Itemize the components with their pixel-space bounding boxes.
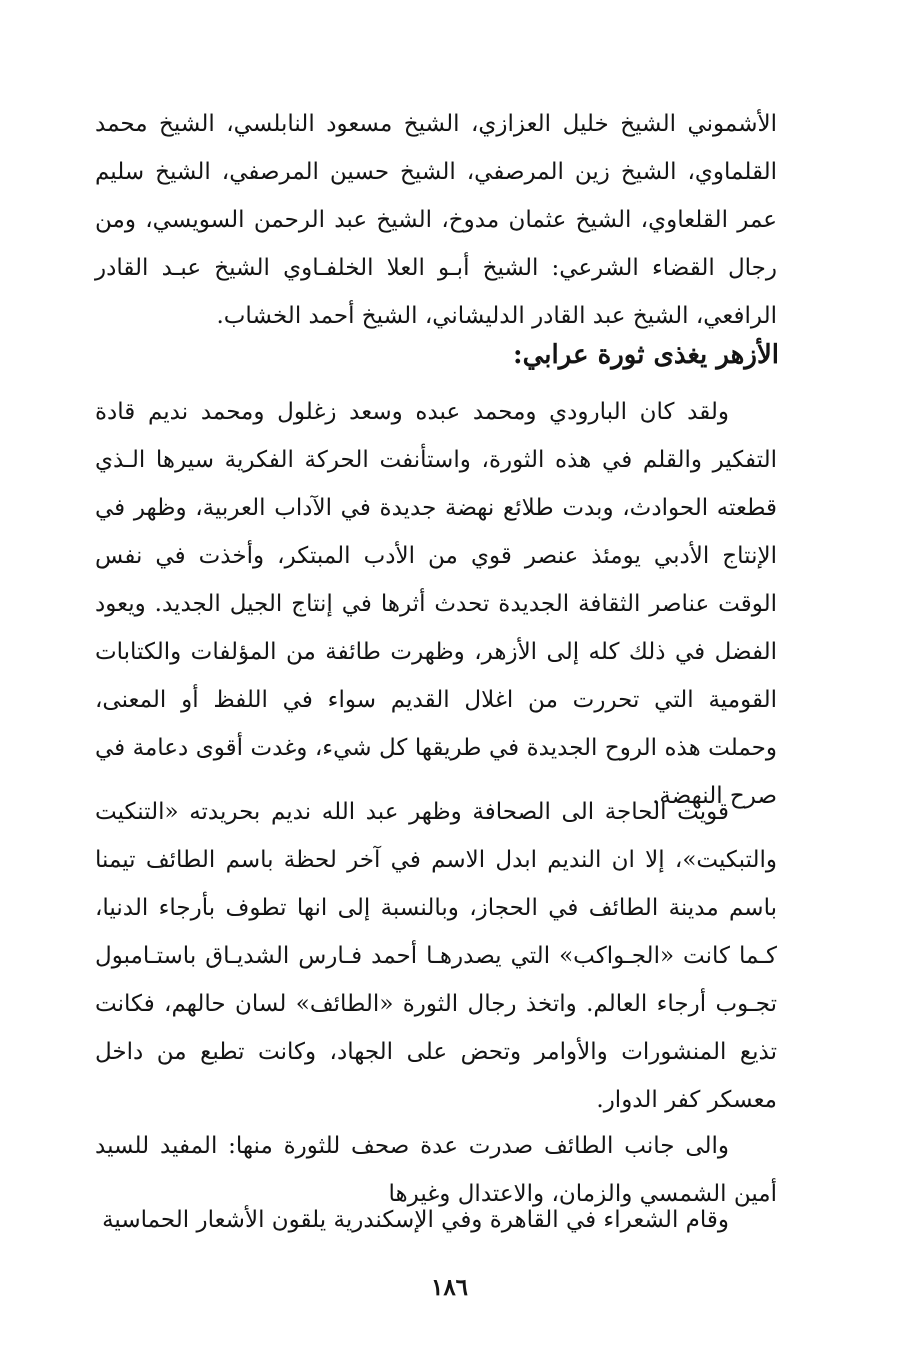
paragraph-text: قويت الحاجة الى الصحافة وظهر عبد الله نديم بحريدته «التنكيت والتبكيت»، إلا ان النديم ابدل الاسم في آخر لحظة باسم الطائف تيمنا باسم مدينة الطائف في الحجاز، وبالنسبة إلى انها تطوف بأرجاء الدنيا، كـما كانت «الجـواكب» التي يصدرهـا أحمد فـارس الشديـاق باستـامبول تجـوب أرجاء العالم. واتخذ رجال الثورة «الطائف» لسان حالهم، فكانت تذيع المنشورات والأوامر وتحض على الجهاد، وكانت تطبع من داخل معسكر كفر الدوار. (95, 799, 777, 1113)
paragraph-press (95, 788, 777, 1124)
section-heading: الأزهر يغذى ثورة عرابي: (512, 340, 779, 370)
page-number: ١٨٦ (430, 1274, 469, 1301)
paragraph-scholars-list (95, 100, 777, 340)
paragraph-text: الأشموني الشيخ خليل العزازي، الشيخ مسعود النابلسي، الشيخ محمد القلماوي، الشيخ زين المرصفي، الشيخ حسين المرصفي، الشيخ سليم عمر القلعاوي، الشيخ عثمان مدوخ، الشيخ عبد الرحمن السويسي، ومن رجال القضاء الشرعي: الشيخ أبـو العلا الخلفـاوي الشيخ عبـد القادر الرافعي، الشيخ عبد القادر الدليشاني، الشيخ أحمد الخشاب. (95, 111, 777, 329)
paragraph-text: ولقد كان البارودي ومحمد عبده وسعد زغلول ومحمد نديم قادة التفكير والقلم في هذه الثورة، واستأنفت الحركة الفكرية سيرها الـذي قطعته الحوادث، وبدت طلائع نهضة جديدة في الآداب العربية، وظهر في الإنتاج الأدبي يومئذ عنصر قوي من الأدب المبتكر، وأخذت في نفس الوقت عناصر الثقافة الجديدة تحدث أثرها في إنتاج الجيل الجديد. ويعود الفضل في ذلك كله إلى الأزهر، وظهرت طائفة من المؤلفات والكتابات القومية التي تحررت من اغلال القديم سواء في اللفظ أو المعنى، وحملت هذه الروح الجديدة في طريقها كل شيء، وغدت أقوى دعامة في صرح النهضة. (95, 399, 777, 809)
paragraph-text: والى جانب الطائف صدرت عدة صحف للثورة منها: المفيد للسيد أمين الشمسي والزمان، والاعتدال وغيرها (95, 1133, 777, 1207)
paragraph-poets (95, 1196, 777, 1244)
paragraph-text: وقام الشعراء في القاهرة وفي الإسكندرية يلقون الأشعار الحماسية (102, 1207, 729, 1233)
paragraph-intellectual-movement (95, 388, 777, 820)
